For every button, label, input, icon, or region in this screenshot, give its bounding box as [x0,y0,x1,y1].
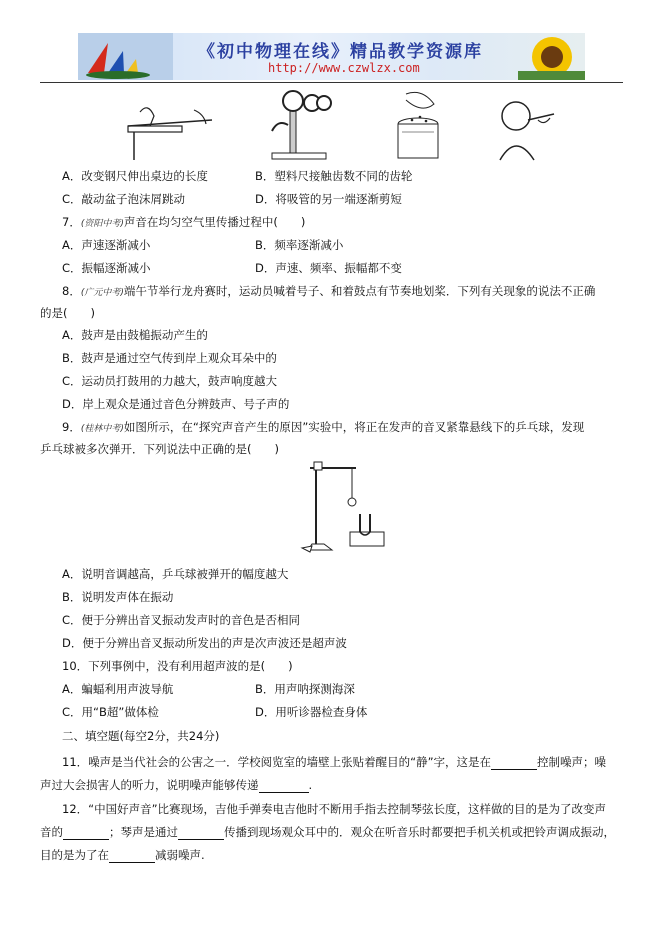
q10-option-b: B．用声呐探测海深 [255,682,355,696]
q9-stem-line1 [62,419,584,437]
q7-option-b: B．频率逐渐减小 [255,238,344,252]
q12-blank-1[interactable] [63,826,109,840]
q12-blank-3[interactable] [109,849,155,863]
q9-stem-line2: 乒乓球被多次弹开．下列说法中正确的是( ) [40,442,279,456]
q11-text-part1: 11．噪声是当代社会的公害之一．学校阅览室的墙壁上张贴着醒目的“静”字，这是在 [62,755,492,769]
q10-option-a: A．蝙蝠利用声波导航 [62,682,174,696]
basin-foam-figure [382,90,454,162]
header-banner [78,33,585,80]
q8-stem-line2: 的是( ) [40,306,95,320]
q8-option-b: B．鼓声是通过空气传到岸上观众耳朵中的 [62,351,277,365]
q8-number: 8． [62,284,81,298]
q6-option-d: D．将吸管的另一端逐渐剪短 [255,192,402,206]
straw-whistle-figure [492,90,558,162]
tuning-fork-pingpong-figure [298,458,390,558]
q6-option-b: B．塑料尺接触齿数不同的齿轮 [255,169,413,183]
q10-option-c: C．用“B超”做体检 [62,705,159,719]
q9-option-a: A．说明音调越高，乒乓球被弹开的幅度越大 [62,567,289,581]
q11-text-part3: 声过大会损害人的听力，说明噪声能够传递 [40,778,259,792]
section-fill-in-heading: 二、填空题(每空2分，共24分) [62,729,220,743]
q11-text-part2: 控制噪声；噪 [537,755,607,769]
banner-url: http://www.czwlzx.com [268,61,420,75]
q12-line2 [40,824,615,840]
q11-line2 [40,777,312,793]
q9-stem-text: 如图所示，在“探究声音产生的原因”实验中，将正在发声的音叉紧靠悬线下的乒乓球，发现 [123,420,585,434]
gear-wheel-figure [262,87,334,163]
q10-option-d: D．用听诊器检查身体 [255,705,368,719]
q7-option-a: A．声速逐渐减小 [62,238,151,252]
q12-line3 [40,847,205,863]
q12-text-part4: 传播到现场观众耳中的．观众在听音乐时都要把手机关机或把铃声调成振动， [224,825,615,839]
q12-text-part6: 减弱噪声. [155,848,205,862]
q9-number: 9． [62,420,81,434]
q7-option-d: D．声速、频率、振幅都不变 [255,261,402,275]
q7-number: 7． [62,215,81,229]
q11-text-part4: . [308,778,313,792]
q9-option-b: B．说明发声体在振动 [62,590,174,604]
q12-blank-2[interactable] [178,826,224,840]
q8-option-a: A．鼓声是由鼓槌振动产生的 [62,328,208,342]
q8-option-c: C．运动员打鼓用的力越大，鼓声响度越大 [62,374,278,388]
header-divider [40,82,623,83]
q6-option-c: C．敲动盆子泡沫屑跳动 [62,192,186,206]
q9-option-d: D．便于分辨出音叉振动所发出的声是次声波还是超声波 [62,636,347,650]
q11-blank-2[interactable] [259,779,309,793]
q12-line1: 12．“中国好声音”比赛现场，吉他手弹奏电吉他时不断用手指去控制琴弦长度，这样做的目的是为了改变声 [62,802,607,816]
q7-stem [62,214,305,232]
q7-source: (资阳中考) [80,219,124,229]
q8-option-d: D．岸上观众是通过音色分辨鼓声、号子声的 [62,397,290,411]
q11-line1 [62,754,606,770]
q6-option-a: A．改变钢尺伸出桌边的长度 [62,169,208,183]
q10-stem: 10．下列事例中，没有利用超声波的是( ) [62,659,293,673]
q9-option-c: C．便于分辨出音叉振动发声时的音色是否相同 [62,613,301,627]
q12-text-part3: ；琴声是通过 [109,825,178,839]
q9-source: (桂林中考) [80,424,124,434]
q8-source: (广元中考) [80,288,124,298]
q8-stem-line1 [62,283,595,301]
q8-stem-text: 端午节举行龙舟赛时，运动员喊着号子、和着鼓点有节奏地划桨．下列有关现象的说法不正确 [123,284,596,298]
ruler-on-desk-figure [120,92,220,162]
sunflower-icon [518,33,585,80]
q7-stem-text: 声音在均匀空气里传播过程中( ) [123,215,306,229]
banner-title: 《初中物理在线》精品教学资源库 [198,42,483,62]
q12-text-part2: 音的 [40,825,63,839]
q7-option-c: C．振幅逐渐减小 [62,261,151,275]
q11-blank-1[interactable] [491,756,537,770]
q12-text-part5: 目的是为了在 [40,848,109,862]
